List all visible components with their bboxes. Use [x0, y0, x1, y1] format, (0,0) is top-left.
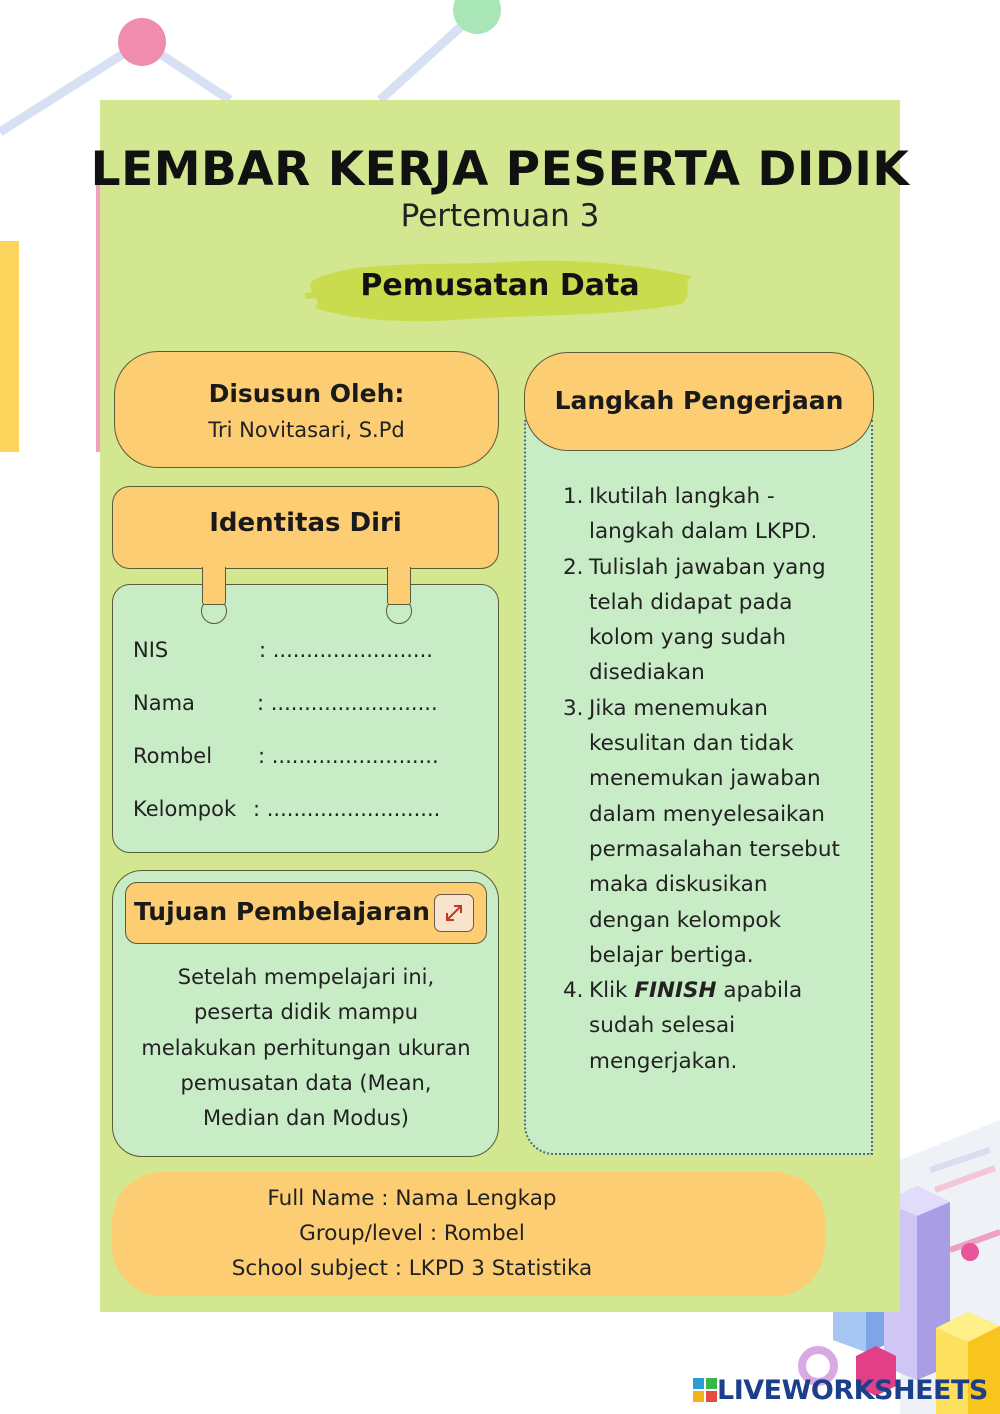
steps-header — [524, 352, 874, 451]
author-title: Disusun Oleh: — [208, 379, 405, 408]
expand-button[interactable] — [434, 894, 474, 932]
field-nama[interactable] — [133, 691, 438, 715]
group-level-line: Group/level : Rombel — [299, 1221, 525, 1246]
steps-list — [563, 479, 863, 1079]
topic-label: Pemusatan Data — [360, 268, 640, 303]
liveworksheets-logo[interactable] — [693, 1373, 988, 1407]
step-line: Klik FINISH apabila — [589, 978, 803, 1004]
step-line: langkah dalam LKPD. — [589, 519, 818, 545]
step-line: Jika menemukan — [589, 695, 768, 721]
step-line: sudah selesai — [589, 1013, 736, 1039]
expand-arrows-icon — [442, 901, 466, 925]
field-rombel[interactable] — [133, 744, 439, 768]
field-dots: : ......................... — [258, 744, 439, 768]
objective-header — [125, 882, 487, 944]
step-number: 1. — [563, 484, 584, 509]
author-name: Tri Novitasari, S.Pd — [208, 418, 405, 442]
step-line: permasalahan tersebut — [589, 836, 840, 862]
field-label: Nama — [133, 691, 195, 715]
objective-line: pemusatan data (Mean, — [180, 1070, 432, 1095]
step-line: disediakan — [589, 660, 705, 686]
objective-line: Median dan Modus) — [203, 1106, 409, 1131]
binder-tab-right — [387, 567, 411, 605]
field-nis[interactable] — [133, 638, 433, 662]
step-number: 3. — [563, 695, 584, 721]
step-item — [563, 973, 863, 1079]
liveworksheets-logo-icon — [693, 1378, 717, 1402]
step-line: menemukan jawaban — [589, 766, 821, 792]
meeting-subtitle: Pertemuan 3 — [400, 198, 600, 234]
liveworksheets-text: LIVEWORKSHEETS — [717, 1374, 988, 1406]
step-number: 2. — [563, 554, 584, 580]
full-name-line: Full Name : Nama Lengkap — [267, 1186, 557, 1211]
school-subject-line: School subject : LKPD 3 Statistika — [231, 1256, 593, 1281]
step-line: Ikutilah langkah - — [589, 484, 775, 509]
objective-title: Tujuan Pembelajaran — [134, 897, 430, 926]
field-dots: : ........................ — [259, 638, 433, 662]
step-line: Tulislah jawaban yang — [589, 554, 826, 580]
field-kelompok[interactable] — [133, 797, 440, 821]
field-dots: : ......................... — [257, 691, 438, 715]
page-title: LEMBAR KERJA PESERTA DIDIK — [90, 142, 910, 197]
binder-tab-left — [202, 567, 226, 605]
step-line: belajar bertiga. — [589, 942, 754, 968]
objective-text — [125, 960, 487, 1136]
identity-header — [112, 486, 499, 569]
objective-line: peserta didik mampu — [193, 1000, 419, 1025]
field-label: Kelompok — [133, 797, 237, 821]
finish-keyword: FINISH — [634, 978, 717, 1004]
step-line: telah didapat pada — [589, 589, 793, 615]
step-item — [563, 691, 863, 973]
step-line: mengerjakan. — [589, 1048, 738, 1074]
author-box — [114, 351, 499, 468]
step-line: kesulitan dan tidak — [589, 731, 794, 757]
identity-title: Identitas Diri — [209, 508, 402, 538]
step-line: dengan kelompok — [589, 907, 782, 933]
step-line: dalam menyelesaikan — [589, 801, 825, 827]
objective-line: melakukan perhitungan ukuran — [141, 1035, 471, 1060]
step-line: kolom yang sudah — [589, 625, 787, 651]
step-line: maka diskusikan — [589, 872, 768, 898]
step-item — [563, 479, 863, 550]
field-label: Rombel — [133, 744, 213, 768]
yellow-bar-decoration — [0, 241, 19, 452]
step-number: 4. — [563, 978, 584, 1004]
field-dots: : .......................... — [253, 797, 441, 821]
step-item — [563, 550, 863, 691]
field-label: NIS — [133, 638, 169, 662]
steps-title: Langkah Pengerjaan — [554, 386, 844, 415]
objective-line: Setelah mempelajari ini, — [177, 965, 435, 989]
